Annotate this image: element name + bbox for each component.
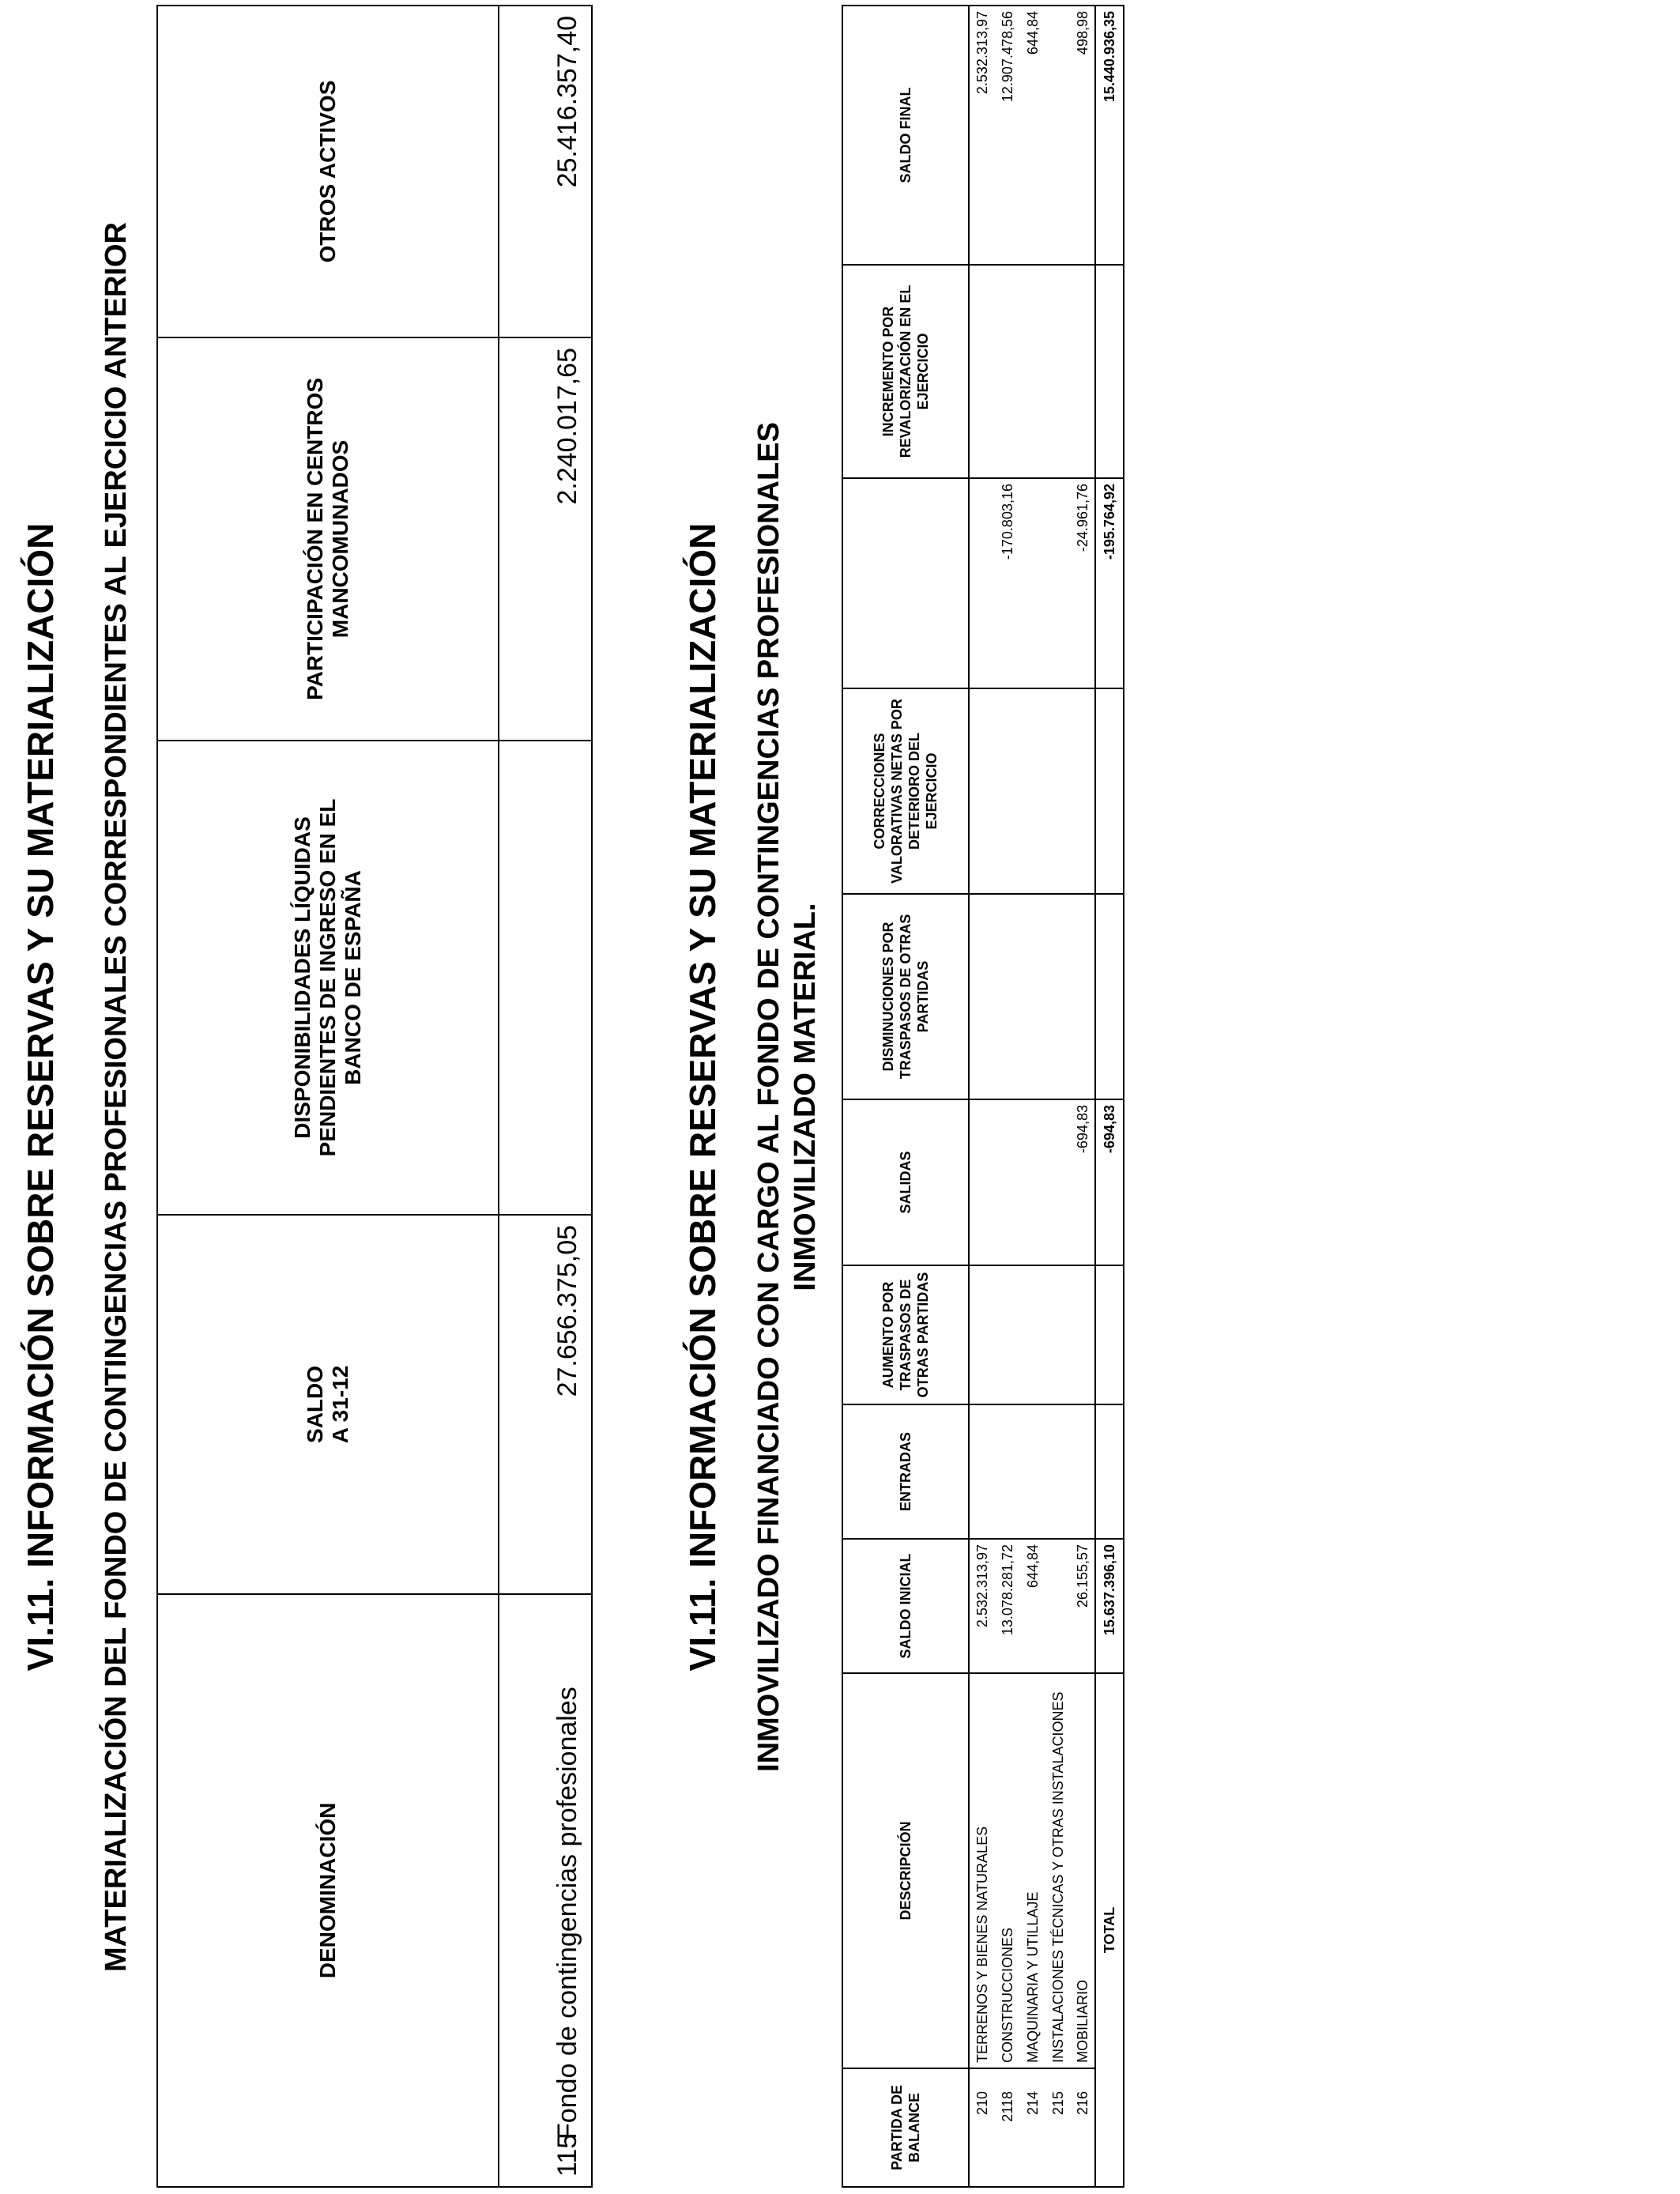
row-code: 115: [499, 2149, 592, 2187]
cell-entradas: [1071, 1404, 1095, 1539]
cell-aumento: [1071, 1265, 1095, 1404]
header-descripcion: DESCRIPCIÓN: [842, 1673, 969, 2068]
total-incremento: [1095, 265, 1124, 478]
total-saldo-inicial: 15.637.396,10: [1095, 1539, 1124, 1673]
header-incremento: INCREMENTO POR REVALORIZACIÓN EN EL EJERCICIO: [842, 265, 969, 478]
cell-entradas: [995, 1404, 1020, 1539]
cell-disminuciones: [1045, 894, 1071, 1099]
header-saldo-line1: SALDO: [303, 1365, 327, 1443]
subtitle-2-line2: INMOVILIZADO MATERIAL.: [789, 903, 822, 1291]
cell-disminuciones: [1020, 894, 1045, 1099]
cell-salidas: [995, 1099, 1020, 1265]
cell-saldo-inicial: [1045, 1539, 1071, 1673]
header-entradas: ENTRADAS: [842, 1404, 969, 1539]
cell-descripcion: MAQUINARIA Y UTILLAJE: [1020, 1673, 1045, 2068]
total-aumento: [1095, 1265, 1124, 1404]
cell-saldo-final: [1045, 6, 1071, 265]
table-row: [995, 6, 1020, 2187]
cell-entradas: [1020, 1404, 1045, 1539]
cell-saldo-final: 2.532.313,97: [969, 6, 995, 265]
cell-blank: -170.803,16: [995, 478, 1020, 688]
header-denominacion: DENOMINACIÓN: [157, 1594, 499, 2187]
total-entradas: [1095, 1404, 1124, 1539]
subtitle-1: MATERIALIZACIÓN DEL FONDO DE CONTINGENCIAS PROFESIONALES CORRESPONDIENTES AL EJERCICIO ANTERIOR: [100, 222, 133, 1973]
cell-aumento: [969, 1265, 995, 1404]
header-blank: [842, 478, 969, 688]
cell-partida: 215: [1045, 2068, 1071, 2187]
cell-descripcion: TERRENOS Y BIENES NATURALES: [969, 1673, 995, 2068]
row-otros-activos: 25.416.357,40: [499, 6, 592, 337]
row-disponibilidades: [499, 741, 592, 1215]
cell-incremento: [1071, 265, 1095, 478]
cell-incremento: [1045, 265, 1071, 478]
header-partida: PARTIDA DE BALANCE: [842, 2068, 969, 2187]
header-saldo-line2: A 31-12: [328, 1365, 352, 1444]
header-correcciones: CORRECCIONES VALORATIVAS NETAS POR DETERIORO DEL EJERCICIO: [842, 688, 969, 894]
cell-correcciones: [1020, 688, 1045, 894]
subtitle-2-line1: INMOVILIZADO FINANCIADO CON CARGO AL FONDO DE CONTINGENCIAS PROFESIONALES: [752, 422, 785, 1772]
row-saldo: 27.656.375,05: [499, 1215, 592, 1594]
cell-entradas: [969, 1404, 995, 1539]
cell-disminuciones: [995, 894, 1020, 1099]
cell-saldo-inicial: 26.155,57: [1071, 1539, 1095, 1673]
cell-saldo-final: 498,98: [1071, 6, 1095, 265]
cell-disminuciones: [969, 894, 995, 1099]
total-blank: -195.764,92: [1095, 478, 1124, 688]
cell-incremento: [995, 265, 1020, 478]
cell-descripcion: MOBILIARIO: [1071, 1673, 1095, 2068]
header-disponibilidades: DISPONIBILIDADES LÍQUIDAS PENDIENTES DE INGRESO EN EL BANCO DE ESPAÑA: [157, 741, 499, 1215]
cell-correcciones: [1045, 688, 1071, 894]
cell-aumento: [1045, 1265, 1071, 1404]
row-name: Fondo de contingencias profesionales: [499, 1594, 592, 2149]
cell-blank: [1020, 478, 1045, 688]
cell-aumento: [995, 1265, 1020, 1404]
header-participacion: PARTICIPACIÓN EN CENTROS MANCOMUNADOS: [157, 337, 499, 741]
total-salidas: -694,83: [1095, 1099, 1124, 1265]
table-row: [969, 6, 995, 2187]
cell-incremento: [969, 265, 995, 478]
cell-correcciones: [1071, 688, 1095, 894]
cell-partida: 2118: [995, 2068, 1020, 2187]
cell-saldo-final: 12.907.478,56: [995, 6, 1020, 265]
table-row: [1020, 6, 1045, 2187]
total-correcciones: [1095, 688, 1124, 894]
total-label: TOTAL: [1095, 1673, 1124, 2187]
section-title-1: VI.11. INFORMACIÓN SOBRE RESERVAS Y SU MATERIALIZACIÓN: [20, 522, 61, 1672]
cell-descripcion: CONSTRUCCIONES: [995, 1673, 1020, 2068]
header-saldo-final: SALDO FINAL: [842, 6, 969, 265]
cell-correcciones: [969, 688, 995, 894]
cell-partida: 214: [1020, 2068, 1045, 2187]
cell-partida: 216: [1071, 2068, 1095, 2187]
cell-correcciones: [995, 688, 1020, 894]
table-row: [499, 6, 592, 2187]
section-title-2: VI.11. INFORMACIÓN SOBRE RESERVAS Y SU MATERIALIZACIÓN: [682, 522, 723, 1672]
cell-salidas: [1045, 1099, 1071, 1265]
header-saldo-inicial: SALDO INICIAL: [842, 1539, 969, 1673]
cell-saldo-inicial: 644,84: [1020, 1539, 1045, 1673]
table-row: [1071, 6, 1095, 2187]
header-saldo: [157, 1215, 499, 1594]
header-disminuciones: DISMINUCIONES POR TRASPASOS DE OTRAS PARTIDAS: [842, 894, 969, 1099]
cell-salidas: -694,83: [1071, 1099, 1095, 1265]
cell-disminuciones: [1071, 894, 1095, 1099]
total-saldo-final: 15.440.936,35: [1095, 6, 1124, 265]
cell-saldo-final: 644,84: [1020, 6, 1045, 265]
cell-salidas: [969, 1099, 995, 1265]
fondo-materializacion-table: [156, 5, 593, 2188]
cell-descripcion: INSTALACIONES TÉCNICAS Y OTRAS INSTALACIONES: [1045, 1673, 1071, 2068]
cell-incremento: [1020, 265, 1045, 478]
cell-entradas: [1045, 1404, 1071, 1539]
row-participacion: 2.240.017,65: [499, 337, 592, 741]
header-aumento: AUMENTO POR TRASPASOS DE OTRAS PARTIDAS: [842, 1265, 969, 1404]
table-row: [1045, 6, 1071, 2187]
cell-blank: [1045, 478, 1071, 688]
cell-saldo-inicial: 13.078.281,72: [995, 1539, 1020, 1673]
header-salidas: SALIDAS: [842, 1099, 969, 1265]
total-row: [1095, 6, 1124, 2187]
cell-aumento: [1020, 1265, 1045, 1404]
cell-blank: -24.961,76: [1071, 478, 1095, 688]
header-otros-activos: OTROS ACTIVOS: [157, 6, 499, 337]
cell-saldo-inicial: 2.532.313,97: [969, 1539, 995, 1673]
cell-blank: [969, 478, 995, 688]
inmovilizado-material-table: [842, 5, 1124, 2188]
cell-partida: 210: [969, 2068, 995, 2187]
cell-salidas: [1020, 1099, 1045, 1265]
total-disminuciones: [1095, 894, 1124, 1099]
